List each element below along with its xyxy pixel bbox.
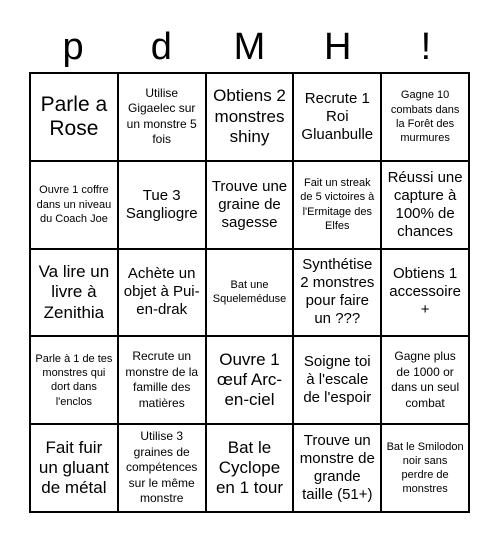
bingo-cell-text: Va lire un livre à Zenithia	[38, 261, 110, 322]
bingo-cell-text: Recrute 1 Roi Gluanbulle	[301, 89, 374, 143]
bingo-cell[interactable]	[206, 424, 294, 512]
bingo-cell-text: Achète un objet à Pui-en-drak	[123, 265, 200, 319]
bingo-cell[interactable]	[381, 336, 469, 424]
bingo-cell[interactable]	[118, 73, 206, 161]
bingo-cell-text: Obtiens 1 accessoire +	[389, 265, 461, 319]
bingo-cell-text: Utilise Gigaelec sur un monstre 5 fois	[126, 85, 197, 147]
bingo-cell-text: Fait un streak de 5 victoires à l'Ermitage des Elfes	[300, 177, 375, 232]
bingo-cell-text: Gagne 10 combats dans la Forêt des murmures	[390, 89, 460, 145]
header-letter-1: p	[62, 26, 84, 68]
bingo-cell-text: Bat le Cyclope en 1 tour	[215, 437, 284, 498]
bingo-cell-text: Parle a Rose	[40, 92, 108, 140]
bingo-cell-text: Trouve une graine de sagesse	[211, 177, 288, 231]
bingo-cell[interactable]	[30, 73, 118, 161]
header-letter-4: H	[323, 26, 352, 68]
bingo-cell-text: Tue 3 Sangliogre	[125, 186, 198, 222]
bingo-header	[29, 22, 470, 72]
bingo-cell-text: Gagne plus de 1000 or dans un seul combat	[391, 349, 460, 410]
bingo-cell[interactable]	[293, 73, 381, 161]
header-letter-5: !	[420, 26, 432, 68]
header-letter-2: d	[150, 26, 172, 68]
bingo-cell-text: Bat le Smilodon noir sans perdre de monstres	[386, 440, 464, 496]
header-letter-3: M	[233, 26, 266, 68]
bingo-cell[interactable]	[118, 424, 206, 512]
bingo-cell[interactable]	[381, 161, 469, 249]
bingo-cell[interactable]	[293, 249, 381, 337]
bingo-cell-text: Synthétise 2 monstres pour faire un ???	[300, 256, 375, 328]
bingo-cell[interactable]	[30, 161, 118, 249]
bingo-cell-text: Recrute un monstre de la famille des matières	[125, 349, 199, 410]
bingo-cell[interactable]	[206, 336, 294, 424]
bingo-cell-text: Soigne toi à l'escale de l'espoir	[303, 353, 372, 407]
bingo-cell-text: Fait fuir un gluant de métal	[38, 437, 109, 498]
bingo-cell[interactable]	[118, 336, 206, 424]
bingo-cell-text: Parle à 1 de tes monstres qui dort dans l'enclos	[35, 352, 113, 408]
bingo-cell[interactable]	[206, 73, 294, 161]
bingo-cell[interactable]	[206, 161, 294, 249]
bingo-cell[interactable]	[30, 249, 118, 337]
bingo-cell[interactable]	[381, 73, 469, 161]
bingo-cell-text: Réussi une capture à 100% de chances	[387, 168, 463, 240]
bingo-board	[29, 72, 470, 513]
bingo-cell-text: Obtiens 2 monstres shiny	[213, 86, 286, 147]
bingo-cell[interactable]	[206, 249, 294, 337]
bingo-cell-text: Utilise 3 graines de compétences sur le même monstre	[126, 429, 198, 506]
bingo-cell-text: Ouvre 1 œuf Arc-en-ciel	[216, 349, 283, 410]
bingo-cell[interactable]	[381, 249, 469, 337]
bingo-cell[interactable]	[30, 424, 118, 512]
bingo-cell[interactable]	[293, 161, 381, 249]
bingo-cell[interactable]	[293, 424, 381, 512]
bingo-cell[interactable]	[118, 161, 206, 249]
bingo-cell[interactable]	[293, 336, 381, 424]
bingo-cell[interactable]	[30, 336, 118, 424]
bingo-cell-text: Bat une Squeleméduse	[212, 279, 287, 306]
bingo-cell-text: Trouve un monstre de grande taille (51+)	[299, 432, 375, 504]
bingo-cell[interactable]	[381, 424, 469, 512]
bingo-cell[interactable]	[118, 249, 206, 337]
bingo-cell-text: Ouvre 1 coffre dans un niveau du Coach Joe	[36, 184, 112, 225]
